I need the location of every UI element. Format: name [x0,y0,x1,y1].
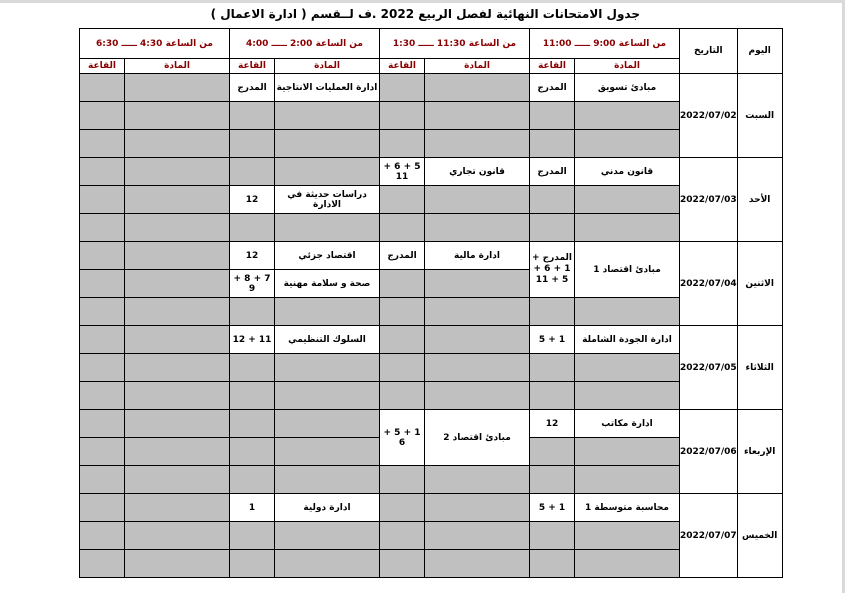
room-cell [80,242,125,270]
subject-cell [275,130,380,158]
table-row [80,158,783,186]
subject-subheader: المادة [575,59,680,74]
subject-cell [125,522,230,550]
room-cell [80,158,125,186]
header-row [80,29,783,59]
room-cell [230,466,275,494]
room-cell [230,550,275,578]
room-cell [530,102,575,130]
table-row [80,382,783,410]
subject-cell: ادارة الجودة الشاملة [575,326,680,354]
subject-cell: مبادئ اقتصاد 2 [425,410,530,466]
subject-cell: قانون تجاري [425,158,530,186]
room-cell [80,494,125,522]
room-cell [380,102,425,130]
room-cell [230,158,275,186]
room-cell [380,466,425,494]
day-cell: الأحد [737,158,782,242]
room-cell [230,102,275,130]
table-row [80,242,783,270]
room-cell [80,298,125,326]
subject-cell [425,102,530,130]
subject-cell [275,382,380,410]
date-cell: 2022/07/07 [680,494,738,578]
room-cell [380,550,425,578]
room-subheader: القاعة [230,59,275,74]
room-subheader: القاعة [380,59,425,74]
room-cell [530,214,575,242]
subject-subheader: المادة [275,59,380,74]
subject-cell [575,186,680,214]
subject-cell [575,550,680,578]
subject-cell [575,102,680,130]
subject-cell [275,522,380,550]
room-cell [380,298,425,326]
room-cell [80,214,125,242]
subject-cell: مبادئ تسويق [575,74,680,102]
room-cell: المدرج [380,242,425,270]
room-cell [230,410,275,438]
table-row [80,186,783,214]
subject-subheader: المادة [125,59,230,74]
subject-cell [425,130,530,158]
room-cell: 12 [230,186,275,214]
window-top-edge [0,0,845,3]
session-4-header: من الساعة 4:30 ـــــ 6:30 [80,29,230,59]
subject-cell [575,354,680,382]
room-cell [80,130,125,158]
page-title: جدول الامتحانات النهائية لفصل الربيع 2022 .ف لــقسم ( ادارة الاعمال ) [210,7,640,21]
room-cell: 12 [230,242,275,270]
session-1-header: من الساعة 9:00 ـــــ 11:00 [530,29,680,59]
subject-cell [425,382,530,410]
room-cell [80,326,125,354]
room-cell [380,270,425,298]
subject-cell: قانون مدني [575,158,680,186]
date-column-header: التاريخ [680,29,738,74]
date-cell: 2022/07/06 [680,410,738,494]
room-cell: المدرج [530,74,575,102]
room-cell [530,382,575,410]
subject-cell [125,270,230,298]
room-cell: 1 + 5 [530,494,575,522]
subject-cell [575,214,680,242]
room-cell: 11 + 12 [230,326,275,354]
day-cell: السبت [737,74,782,158]
room-cell [80,186,125,214]
room-cell [530,550,575,578]
subject-cell [575,298,680,326]
subject-cell [125,326,230,354]
subject-cell [425,550,530,578]
room-cell [230,298,275,326]
subject-cell [425,326,530,354]
subject-cell [425,214,530,242]
room-cell [80,102,125,130]
subject-cell: ادارة مالية [425,242,530,270]
room-cell [530,298,575,326]
table-row [80,410,783,438]
day-column-header: اليوم [737,29,782,74]
room-cell [230,382,275,410]
subject-cell [575,466,680,494]
room-cell: 1 [230,494,275,522]
room-cell [230,522,275,550]
room-cell [80,466,125,494]
subject-cell [425,466,530,494]
room-cell [530,186,575,214]
table-row [80,298,783,326]
room-cell [380,494,425,522]
session-3-header: من الساعة 2:00 ـــــ 4:00 [230,29,380,59]
subject-cell [125,74,230,102]
room-cell: 1 + 5 [530,326,575,354]
room-cell [80,550,125,578]
room-cell: المدرج [530,158,575,186]
subject-cell [425,298,530,326]
room-cell [380,522,425,550]
room-cell: 1 + 5 + 6 [380,410,425,466]
table-row [80,102,783,130]
date-cell: 2022/07/05 [680,326,738,410]
subject-cell [125,382,230,410]
subject-cell [275,550,380,578]
subject-cell: مبادئ اقتصاد 1 [575,242,680,298]
session-2-header: من الساعة 11:30 ـــــ 1:30 [380,29,530,59]
table-row [80,550,783,578]
table-row [80,522,783,550]
room-cell [80,74,125,102]
room-cell: 5 + 6 + 11 [380,158,425,186]
subject-cell [125,354,230,382]
subject-cell [275,466,380,494]
date-cell: 2022/07/04 [680,242,738,326]
room-cell [530,522,575,550]
subject-cell [275,102,380,130]
date-cell: 2022/07/03 [680,158,738,242]
table-row [80,466,783,494]
room-cell [80,354,125,382]
room-cell [230,354,275,382]
room-cell [380,214,425,242]
room-cell [230,438,275,466]
room-cell [380,326,425,354]
subject-cell [425,494,530,522]
day-cell: الإربعاء [737,410,782,494]
room-cell: 7 + 8 + 9 [230,270,275,298]
room-cell [380,382,425,410]
table-row [80,130,783,158]
table-row [80,214,783,242]
subject-cell [125,242,230,270]
subject-cell: صحة و سلامة مهنية [275,270,380,298]
subject-cell [125,102,230,130]
subject-subheader: المادة [425,59,530,74]
table-row [80,494,783,522]
room-cell [80,438,125,466]
day-cell: الخميس [737,494,782,578]
room-cell: المدرج + 1 + 6 + 5 + 11 [530,242,575,298]
subject-cell [275,298,380,326]
day-cell: الاثنين [737,242,782,326]
table-row [80,354,783,382]
subject-cell: ادارة العمليات الانتاجية [275,74,380,102]
subject-cell [275,354,380,382]
room-cell [80,382,125,410]
subject-cell [125,438,230,466]
day-cell: الثلاثاء [737,326,782,410]
subject-cell [275,158,380,186]
table-row [80,74,783,102]
room-cell [530,466,575,494]
subject-cell: السلوك التنظيمي [275,326,380,354]
room-cell [530,354,575,382]
room-cell [530,130,575,158]
subject-cell: محاسبة متوسطة 1 [575,494,680,522]
room-cell [380,186,425,214]
subject-cell: ادارة مكاتب [575,410,680,438]
room-cell [380,354,425,382]
exam-schedule-table [79,28,783,578]
room-cell [530,438,575,466]
subject-cell [125,130,230,158]
room-cell [230,214,275,242]
subject-cell [425,354,530,382]
subject-cell [425,74,530,102]
subject-cell [575,438,680,466]
room-cell [80,410,125,438]
date-cell: 2022/07/02 [680,74,738,158]
subject-cell [125,298,230,326]
subject-cell [275,438,380,466]
subject-cell [125,186,230,214]
subject-cell [125,550,230,578]
subject-cell [575,522,680,550]
subject-cell [425,522,530,550]
subject-cell [275,214,380,242]
room-cell [230,130,275,158]
subject-cell [125,466,230,494]
subject-cell [275,410,380,438]
room-cell [80,522,125,550]
subject-cell [425,270,530,298]
room-cell [80,270,125,298]
room-subheader: القاعة [80,59,125,74]
subject-cell: ادارة دولية [275,494,380,522]
subject-cell [425,186,530,214]
room-subheader: القاعة [530,59,575,74]
subject-cell [575,382,680,410]
subject-cell: دراسات حديثة في الادارة [275,186,380,214]
subject-cell: اقتصاد جزئي [275,242,380,270]
subject-cell [125,410,230,438]
subject-cell [125,214,230,242]
room-cell [380,74,425,102]
subject-cell [125,494,230,522]
room-cell: 12 [530,410,575,438]
room-cell: المدرج [230,74,275,102]
subject-cell [575,130,680,158]
subheader-row [80,59,783,74]
table-row [80,326,783,354]
room-cell [380,130,425,158]
subject-cell [125,158,230,186]
